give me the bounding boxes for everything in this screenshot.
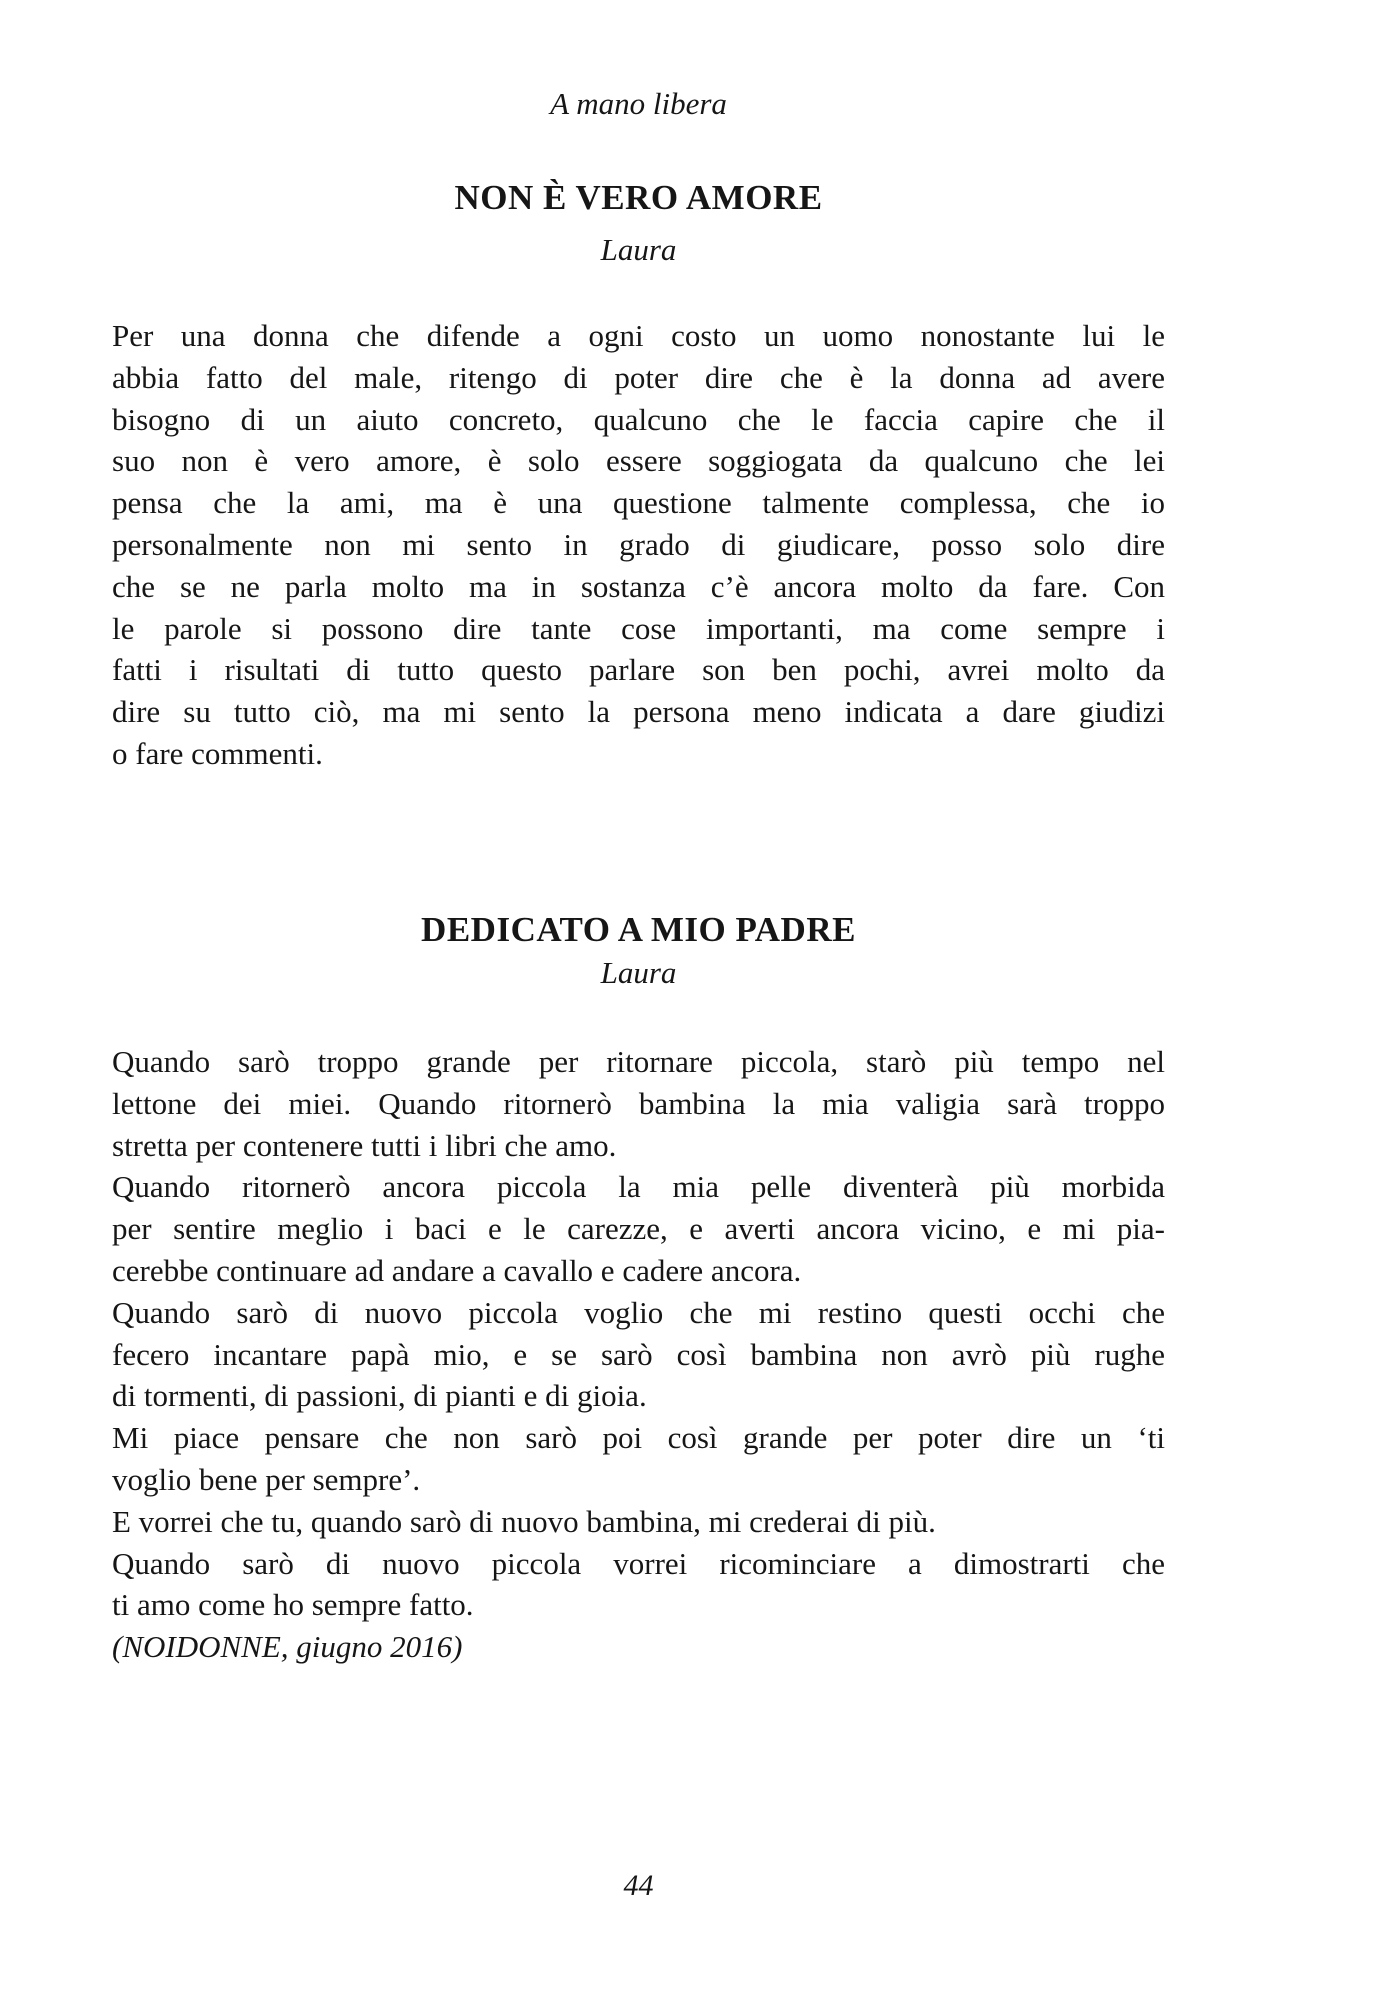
- text-line: stretta per contenere tutti i libri che amo.: [112, 1127, 617, 1163]
- text-line: cerebbe continuare ad andare a cavallo e cadere ancora.: [112, 1252, 802, 1288]
- page-number: 44: [623, 1869, 654, 1902]
- text-line: lettone dei miei. Quando ritornerò bambina la mia valigia sarà troppo: [112, 1085, 1165, 1121]
- text-line: che se ne parla molto ma in sostanza c’è ancora molto da fare. Con: [112, 568, 1165, 604]
- body-paragraph-dedicato-a-mio-padre: [112, 1041, 1165, 1668]
- author-name: Laura: [600, 955, 677, 990]
- text-line: personalmente non mi sento in grado di giudicare, posso solo dire: [112, 526, 1165, 562]
- section-title-non-e-vero-amore: NON È VERO AMORE: [454, 178, 823, 217]
- text-line: Quando ritornerò ancora piccola la mia pelle diventerà più morbida: [112, 1169, 1165, 1205]
- text-line: voglio bene per sempre’.: [112, 1461, 421, 1497]
- text-line: bisogno di un aiuto concreto, qualcuno che le faccia capire che il: [112, 401, 1165, 437]
- text-line: o fare commenti.: [112, 735, 323, 771]
- text-line: ti amo come ho sempre fatto.: [112, 1587, 474, 1623]
- text-line: le parole si possono dire tante cose importanti, ma come sempre i: [112, 610, 1165, 646]
- text-line: per sentire meglio i baci e le carezze, e averti ancora vicino, e mi pia-: [112, 1211, 1165, 1247]
- text-line: Quando sarò di nuovo piccola vorrei ricominciare a dimostrarti che: [112, 1545, 1165, 1581]
- text-line: (NOIDONNE, giugno 2016): [112, 1629, 463, 1665]
- text-line: Mi piace pensare che non sarò poi così grande per poter dire un ‘ti: [112, 1420, 1165, 1456]
- body-paragraph-non-e-vero-amore: [112, 315, 1165, 775]
- text-line: abbia fatto del male, ritengo di poter dire che è la donna ad avere: [112, 359, 1165, 395]
- text-line: dire su tutto ciò, ma mi sento la persona meno indicata a dare giudizi: [112, 694, 1165, 730]
- text-line: Quando sarò di nuovo piccola voglio che mi restino questi occhi che: [112, 1294, 1165, 1330]
- text-line: fecero incantare papà mio, e se sarò così bambina non avrò più rughe: [112, 1336, 1165, 1372]
- text-line: Quando sarò troppo grande per ritornare piccola, starò più tempo nel: [112, 1044, 1165, 1079]
- text-line: di tormenti, di passioni, di pianti e di gioia.: [112, 1378, 647, 1414]
- text-line: pensa che la ami, ma è una questione talmente complessa, che io: [112, 485, 1165, 521]
- author-name: Laura: [600, 232, 677, 267]
- running-header: A mano libera: [550, 86, 727, 121]
- text-line: Per una donna che difende a ogni costo un uomo nonostante lui le: [112, 318, 1165, 353]
- text-line: suo non è vero amore, è solo essere soggiogata da qualcuno che lei: [112, 443, 1165, 479]
- section-title-dedicato-a-mio-padre: DEDICATO A MIO PADRE: [421, 910, 856, 949]
- text-line: fatti i risultati di tutto questo parlare son ben pochi, avrei molto da: [112, 652, 1165, 688]
- text-line: E vorrei che tu, quando sarò di nuovo bambina, mi crederai di più.: [112, 1503, 936, 1539]
